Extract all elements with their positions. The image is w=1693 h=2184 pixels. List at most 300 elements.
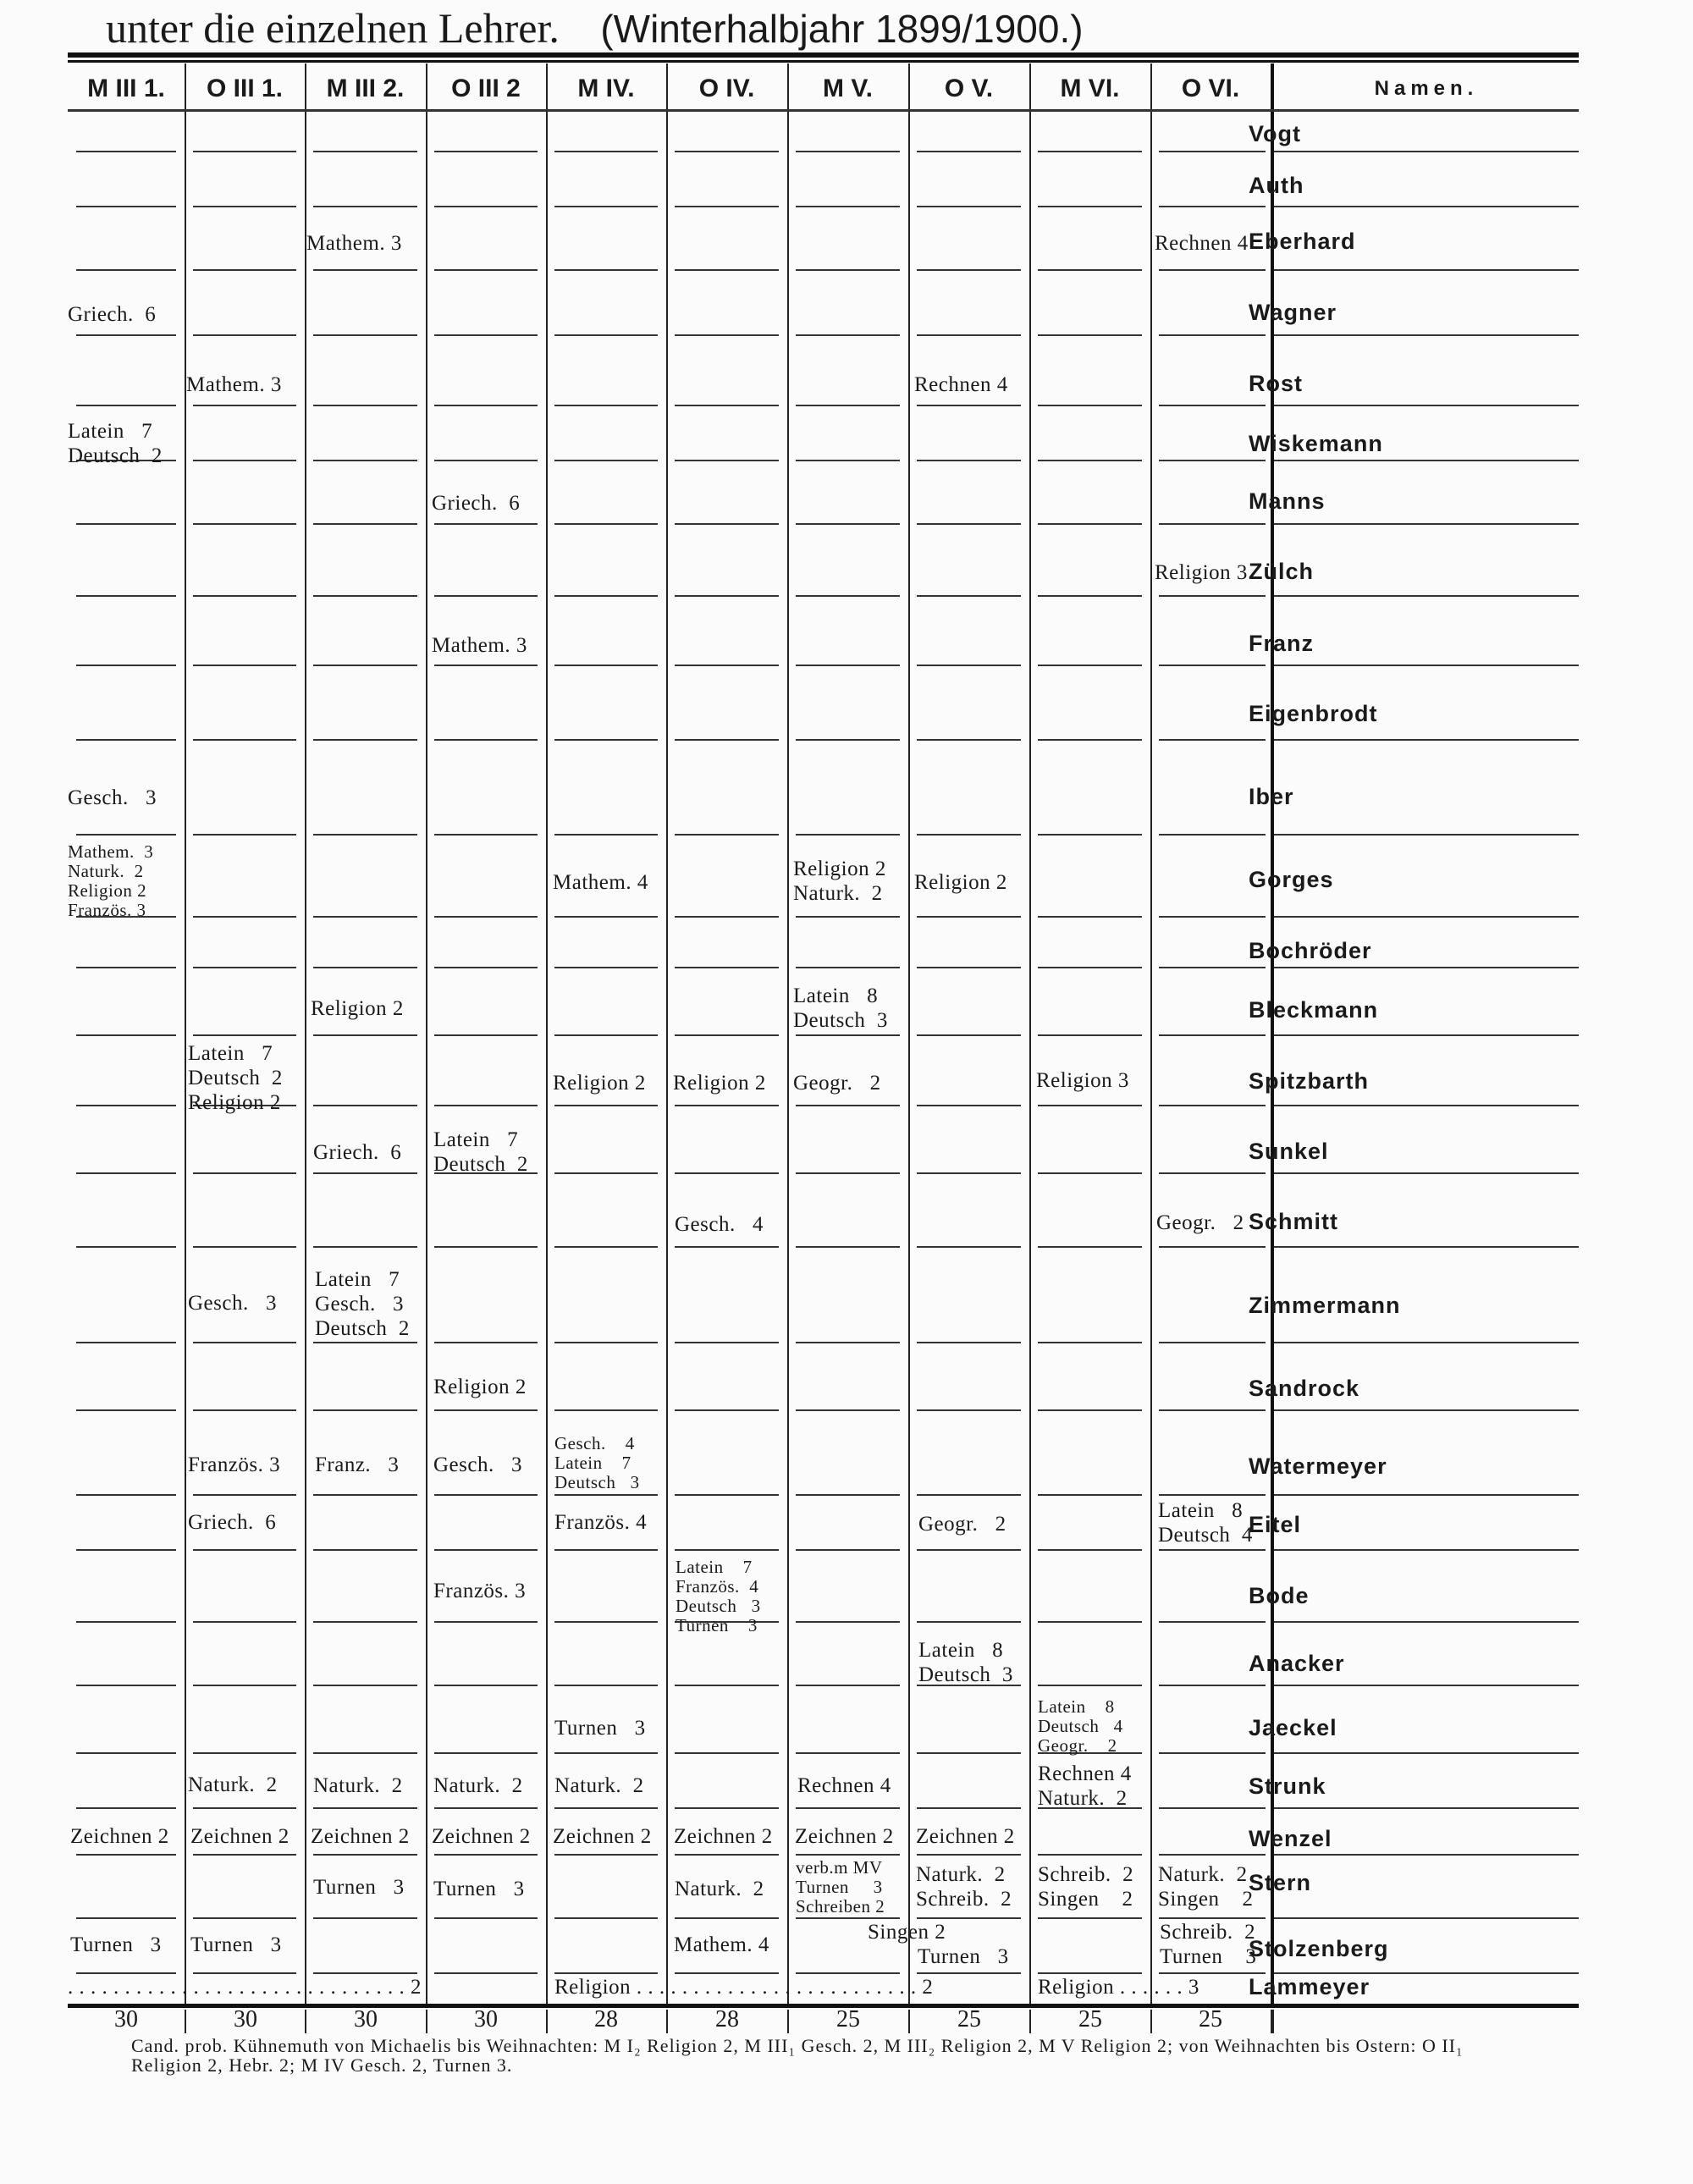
cell: Religion 2 (433, 1376, 527, 1398)
row-separator (434, 739, 538, 741)
row-separator (675, 151, 779, 152)
cell: Rechnen 4 (914, 373, 1008, 396)
row-separator (76, 523, 176, 525)
row-separator (76, 967, 176, 968)
row-separator (1159, 1621, 1266, 1623)
row-separator (675, 1172, 779, 1174)
row-separator (313, 665, 417, 666)
cell: Turnen 3 (433, 1878, 525, 1900)
cell: Zeichnen 2 (190, 1825, 290, 1848)
row-separator (1159, 1034, 1266, 1036)
row-separator (193, 1917, 296, 1919)
total-m6: 25 (1078, 2006, 1102, 2032)
row-separator (193, 151, 296, 152)
row-separator (1274, 151, 1579, 152)
row-separator (796, 1807, 900, 1809)
teacher-name: Sandrock (1249, 1376, 1360, 1401)
teacher-name: Eberhard (1249, 229, 1356, 254)
row-separator (554, 1549, 658, 1551)
row-separator (675, 595, 779, 597)
cell: Latein 7 Französ. 4 Deutsch 3 Turnen 3 (676, 1557, 761, 1635)
row-separator (1274, 665, 1579, 666)
row-separator (193, 1172, 296, 1174)
row-separator (675, 1549, 779, 1551)
row-separator (554, 523, 658, 525)
row-separator (675, 1854, 779, 1856)
row-separator (796, 1621, 900, 1623)
row-separator (434, 206, 538, 207)
row-separator (675, 739, 779, 741)
total-tick (666, 2010, 668, 2033)
row-separator (917, 1105, 1021, 1106)
col-divider (1029, 63, 1031, 2006)
row-separator (76, 334, 176, 336)
row-separator (193, 665, 296, 666)
row-separator (193, 1342, 296, 1343)
row-separator (675, 1917, 779, 1919)
total-tick (787, 2010, 789, 2033)
row-separator (1159, 206, 1266, 207)
row-separator (1038, 460, 1142, 461)
row-separator (434, 1917, 538, 1919)
row-separator (193, 1972, 296, 1974)
cell: Griech. 6 (188, 1511, 277, 1534)
teacher-name: Auth (1249, 173, 1304, 198)
row-separator (917, 206, 1021, 207)
col-header-o6: O VI. (1181, 74, 1240, 102)
cell: Turnen 3 (554, 1717, 646, 1740)
row-separator (1159, 1105, 1266, 1106)
row-separator (1159, 967, 1266, 968)
row-separator (1038, 405, 1142, 406)
header-rule (68, 109, 1579, 112)
row-separator (76, 595, 176, 597)
row-separator (1159, 1807, 1266, 1809)
row-separator (675, 460, 779, 461)
cell: Turnen 3 (918, 1945, 1009, 1968)
total-tick (305, 2010, 306, 2033)
row-separator (1274, 1409, 1579, 1411)
row-separator (917, 1172, 1021, 1174)
row-separator (1274, 523, 1579, 525)
row-separator (1038, 1549, 1142, 1551)
row-separator (193, 1494, 296, 1496)
row-separator (1159, 269, 1266, 271)
page-header (106, 3, 1084, 52)
row-separator (76, 1034, 176, 1036)
teacher-name: Bode (1249, 1583, 1310, 1608)
cell: Religion 2 (311, 997, 404, 1020)
col-header-m4: M IV. (577, 74, 635, 102)
teacher-name: Stolzenberg (1249, 1936, 1389, 1961)
row-separator (313, 334, 417, 336)
row-separator (313, 1854, 417, 1856)
row-separator (1038, 151, 1142, 152)
total-m5: 25 (836, 2006, 860, 2032)
teacher-name: Manns (1249, 488, 1326, 514)
total-tick (426, 2010, 427, 2033)
cell: Schreib. 2 Singen 2 (1038, 1863, 1134, 1911)
row-separator (313, 1549, 417, 1551)
cell: Griech. 6 (68, 303, 157, 326)
row-separator (675, 1034, 779, 1036)
row-separator (76, 405, 176, 406)
cell: Zeichnen 2 (553, 1825, 652, 1848)
header-subtitle: (Winterhalbjahr 1899/1900.) (600, 7, 1084, 51)
row-separator (1159, 595, 1266, 597)
col-divider (546, 63, 548, 2006)
row-separator (1159, 1549, 1266, 1551)
row-separator (434, 595, 538, 597)
row-separator (1038, 206, 1142, 207)
row-separator (554, 1685, 658, 1686)
row-separator (917, 460, 1021, 461)
cell: Naturk. 2 Schreib. 2 (916, 1863, 1012, 1911)
col-divider (787, 63, 789, 2006)
row-separator (554, 1034, 658, 1036)
row-separator (796, 269, 900, 271)
cell: Latein 7 Gesch. 3 Deutsch 2 (315, 1268, 410, 1340)
row-separator (554, 1752, 658, 1754)
teacher-name: Wagner (1249, 300, 1337, 325)
row-separator (193, 1854, 296, 1856)
col-divider (908, 63, 910, 2006)
row-separator (434, 269, 538, 271)
row-separator (313, 206, 417, 207)
row-separator (917, 1972, 1021, 1974)
row-separator (1038, 1972, 1142, 1974)
row-separator (313, 1034, 417, 1036)
row-separator (917, 1752, 1021, 1754)
row-separator (434, 1246, 538, 1248)
row-separator (193, 206, 296, 207)
row-separator (917, 1409, 1021, 1411)
row-separator (796, 916, 900, 918)
row-separator (434, 665, 538, 666)
row-separator (675, 1685, 779, 1686)
row-separator (313, 1172, 417, 1174)
row-separator (796, 523, 900, 525)
row-separator (796, 1034, 900, 1036)
row-separator (434, 834, 538, 836)
row-separator (675, 405, 779, 406)
cell: Naturk. 2 (188, 1773, 278, 1796)
teacher-name: Bleckmann (1249, 997, 1379, 1023)
row-separator (193, 739, 296, 741)
row-separator (1274, 1246, 1579, 1248)
row-separator (917, 665, 1021, 666)
row-separator (313, 151, 417, 152)
row-separator (1159, 1409, 1266, 1411)
row-separator (193, 334, 296, 336)
row-separator (76, 834, 176, 836)
row-separator (675, 665, 779, 666)
row-separator (76, 739, 176, 741)
row-separator (313, 1917, 417, 1919)
row-separator (796, 405, 900, 406)
row-separator (796, 739, 900, 741)
footnote: Cand. prob. Kühnemuth von Michaelis bis Weihnachten: M I₂ Religion 2, M III₁ Gesch. 2, M III₂ Religion 2, M V Religion 2; von Weihnachten bis Ostern: O II₁ Religion 2, Hebr. 2; M IV Gesch. 2, Turnen 3. (131, 2035, 1464, 2076)
cell: Mathem. 3 (186, 373, 282, 396)
teacher-name: Wenzel (1249, 1826, 1332, 1851)
row-separator (1274, 1917, 1579, 1919)
row-separator (554, 1621, 658, 1623)
teacher-name: Stern (1249, 1870, 1312, 1895)
row-separator (1038, 523, 1142, 525)
cell: Zeichnen 2 (311, 1825, 410, 1848)
row-separator (1159, 405, 1266, 406)
row-separator (917, 405, 1021, 406)
row-separator (193, 523, 296, 525)
cell: Franz. 3 (315, 1453, 400, 1476)
row-separator (1038, 665, 1142, 666)
teacher-name: Eigenbrodt (1249, 701, 1378, 726)
row-separator (554, 334, 658, 336)
row-separator (554, 1342, 658, 1343)
row-separator (554, 1172, 658, 1174)
row-separator (675, 916, 779, 918)
cell: Zeichnen 2 (916, 1825, 1015, 1848)
row-separator (796, 334, 900, 336)
row-separator (313, 834, 417, 836)
row-separator (675, 1972, 779, 1974)
row-separator (193, 916, 296, 918)
row-separator (554, 739, 658, 741)
row-separator (1038, 334, 1142, 336)
row-separator (675, 1342, 779, 1343)
row-separator (313, 916, 417, 918)
top-rule-thin (68, 60, 1579, 63)
row-separator (434, 1549, 538, 1551)
row-separator (917, 739, 1021, 741)
row-separator (917, 1621, 1021, 1623)
teacher-name: Bochröder (1249, 938, 1372, 963)
row-separator (434, 1409, 538, 1411)
row-separator (675, 967, 779, 968)
row-separator (554, 1409, 658, 1411)
row-separator (434, 334, 538, 336)
row-separator (1038, 1409, 1142, 1411)
total-tick (546, 2010, 548, 2033)
row-separator (1274, 834, 1579, 836)
row-separator (1159, 1752, 1266, 1754)
row-separator (1159, 1917, 1266, 1919)
row-separator (917, 269, 1021, 271)
row-separator (434, 1621, 538, 1623)
row-separator (1159, 916, 1266, 918)
row-separator (193, 967, 296, 968)
cell: Französ. 3 (433, 1580, 527, 1602)
row-separator (796, 1685, 900, 1686)
row-separator (434, 1854, 538, 1856)
row-separator (1274, 460, 1579, 461)
row-separator (554, 1972, 658, 1974)
teacher-name: Anacker (1249, 1651, 1345, 1676)
col-header-m6: M VI. (1060, 74, 1120, 102)
col-divider (666, 63, 668, 2006)
row-separator (76, 1342, 176, 1343)
row-separator (76, 1972, 176, 1974)
teacher-name: Schmitt (1249, 1209, 1339, 1234)
total-tick (185, 2010, 186, 2033)
row-separator (1038, 739, 1142, 741)
row-separator (434, 1807, 538, 1809)
row-separator (313, 460, 417, 461)
cell: Religion 2 (914, 871, 1007, 894)
row-separator (554, 269, 658, 271)
row-separator (554, 206, 658, 207)
row-separator (1159, 1342, 1266, 1343)
total-m3-2: 30 (354, 2006, 378, 2032)
col-divider (426, 63, 427, 2006)
row-separator (1274, 1685, 1579, 1686)
cell: Zeichnen 2 (432, 1825, 531, 1848)
col-header-m3-1: M III 1. (87, 74, 165, 102)
row-separator (1274, 269, 1579, 271)
row-separator (313, 1105, 417, 1106)
row-separator (1274, 206, 1579, 207)
row-separator (675, 1246, 779, 1248)
row-separator (917, 151, 1021, 152)
row-separator (76, 206, 176, 207)
cell: Latein 7 Deutsch 2 Religion 2 (188, 1042, 283, 1114)
row-separator (917, 834, 1021, 836)
cell: Gesch. 4 (675, 1213, 764, 1236)
row-separator (917, 916, 1021, 918)
teacher-name: Zülch (1249, 559, 1314, 584)
cell: Schreib. 2 Turnen 3 (1160, 1921, 1257, 1968)
row-separator (1274, 1549, 1579, 1551)
row-separator (1274, 916, 1579, 918)
row-separator (313, 1685, 417, 1686)
cell: Turnen 3 (313, 1876, 405, 1899)
row-separator (1159, 334, 1266, 336)
row-separator (917, 1807, 1021, 1809)
row-separator (434, 151, 538, 152)
row-separator (1274, 1854, 1579, 1856)
total-o5: 25 (957, 2006, 981, 2032)
teacher-name: Watermeyer (1249, 1453, 1387, 1479)
row-separator (1274, 1494, 1579, 1496)
cell: Turnen 3 (70, 1933, 162, 1956)
row-separator (554, 916, 658, 918)
row-separator (796, 1409, 900, 1411)
total-o6: 25 (1199, 2006, 1222, 2032)
row-separator (796, 1342, 900, 1343)
teacher-name: Jaeckel (1249, 1715, 1337, 1740)
row-separator (76, 1752, 176, 1754)
row-separator (675, 1752, 779, 1754)
total-m3-1: 30 (114, 2006, 138, 2032)
teacher-name: Sunkel (1249, 1139, 1329, 1164)
row-separator (1038, 916, 1142, 918)
teacher-name: Spitzbarth (1249, 1068, 1369, 1094)
row-separator (1274, 1752, 1579, 1754)
row-separator (1159, 1854, 1266, 1856)
row-separator (193, 1034, 296, 1036)
cell: Religion 3 (1036, 1069, 1129, 1092)
row-separator (193, 1752, 296, 1754)
col-divider (185, 63, 186, 2006)
row-separator (193, 269, 296, 271)
lammeyer-mid: Religion . . . . . . . . . . . . . . . . . . . . . . . . . 2 (554, 1976, 934, 1999)
row-separator (675, 834, 779, 836)
row-separator (554, 834, 658, 836)
total-tick (1029, 2010, 1031, 2033)
row-separator (554, 460, 658, 461)
row-separator (1274, 1342, 1579, 1343)
teacher-name: Franz (1249, 631, 1315, 656)
row-separator (1038, 1494, 1142, 1496)
cell: Latein 8 Deutsch 4 Geogr. 2 (1038, 1696, 1123, 1756)
cell: Latein 8 Deutsch 4 (1158, 1499, 1253, 1547)
teacher-name: Strunk (1249, 1773, 1326, 1799)
row-separator (796, 1854, 900, 1856)
row-separator (76, 1549, 176, 1551)
total-m4: 28 (594, 2006, 618, 2032)
row-separator (675, 206, 779, 207)
cell: Religion 2 (553, 1072, 646, 1095)
row-separator (796, 1494, 900, 1496)
cell: verb.m MV Turnen 3 Schreiben 2 (796, 1857, 885, 1917)
row-separator (1274, 405, 1579, 406)
row-separator (554, 1854, 658, 1856)
lammeyer-left: . . . . . . . . . . . . . . . . . . . . . . . . . . . . . . 2 (68, 1976, 422, 1999)
row-separator (554, 1494, 658, 1496)
row-separator (917, 595, 1021, 597)
row-separator (1274, 1034, 1579, 1036)
row-separator (313, 1409, 417, 1411)
row-separator (313, 1494, 417, 1496)
row-separator (675, 1105, 779, 1106)
cell: Latein 8 Deutsch 3 (918, 1639, 1013, 1686)
row-separator (554, 1917, 658, 1919)
row-separator (193, 834, 296, 836)
row-separator (917, 1034, 1021, 1036)
cell: Mathem. 3 Naturk. 2 Religion 2 Französ. 3 (68, 841, 154, 920)
cell: Geogr. 2 (793, 1072, 881, 1095)
row-separator (675, 269, 779, 271)
row-separator (313, 1246, 417, 1248)
cell: Naturk. 2 (433, 1774, 523, 1797)
cell: Rechnen 4 Naturk. 2 (1038, 1762, 1132, 1810)
total-o3-2: 30 (474, 2006, 498, 2032)
cell: Religion 2 Naturk. 2 (793, 858, 886, 905)
row-separator (917, 967, 1021, 968)
top-rule (68, 52, 1579, 58)
row-separator (1159, 460, 1266, 461)
cell: Latein 7 Deutsch 2 (68, 420, 163, 467)
row-separator (193, 1246, 296, 1248)
row-separator (434, 460, 538, 461)
row-separator (554, 1246, 658, 1248)
cell: Gesch. 3 (188, 1292, 277, 1315)
row-separator (1038, 1917, 1142, 1919)
total-tick (908, 2010, 910, 2033)
cell: Religion 3 (1155, 561, 1248, 584)
row-separator (1038, 967, 1142, 968)
row-separator (796, 1917, 900, 1919)
row-separator (1038, 834, 1142, 836)
teacher-name: Lammeyer (1249, 1974, 1370, 1999)
cell: Gesch. 3 (68, 786, 157, 809)
row-separator (554, 1807, 658, 1809)
row-separator (434, 1105, 538, 1106)
row-separator (1159, 523, 1266, 525)
row-separator (1274, 595, 1579, 597)
row-separator (917, 334, 1021, 336)
row-separator (1159, 1172, 1266, 1174)
